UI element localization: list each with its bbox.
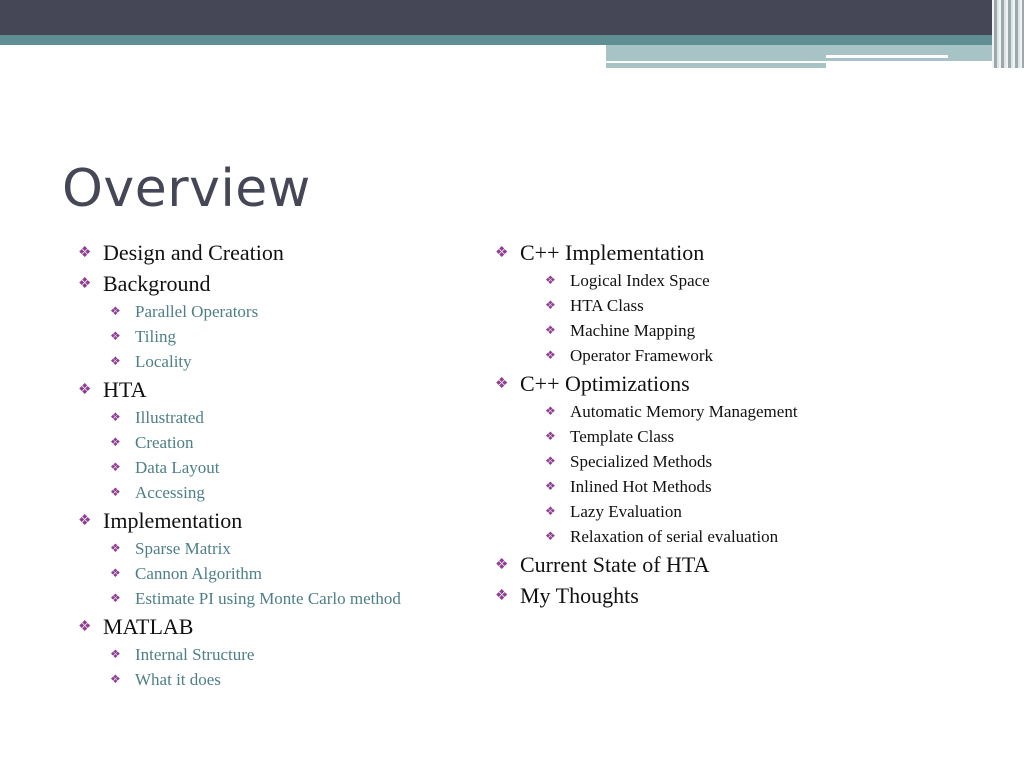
sub-bullet-label: Creation [135, 432, 194, 452]
diamond-bullet-icon: ❖ [495, 245, 509, 261]
sub-bullet-item-cannon-algorithm [110, 561, 401, 586]
bullet-item-implementation [78, 505, 401, 536]
diamond-bullet-icon: ❖ [545, 529, 556, 543]
bullet-label: Current State of HTA [520, 551, 710, 577]
bullet-item-background [78, 268, 401, 299]
diamond-bullet-icon: ❖ [110, 566, 121, 580]
diamond-bullet-icon: ❖ [110, 410, 121, 424]
sub-bullet-item-relaxation-of-serial-evaluation [545, 524, 798, 549]
sub-bullet-label: Specialized Methods [570, 451, 713, 471]
sub-bullet-item-illustrated [110, 405, 401, 430]
header-accent-thin [606, 63, 826, 68]
sub-bullet-label: Estimate PI using Monte Carlo method [135, 588, 401, 608]
diamond-bullet-icon: ❖ [545, 454, 556, 468]
diamond-bullet-icon: ❖ [110, 485, 121, 499]
header-band-teal [0, 35, 1024, 45]
sub-bullet-label: Inlined Hot Methods [570, 476, 712, 496]
diamond-bullet-icon: ❖ [545, 479, 556, 493]
sub-bullet-item-sparse-matrix [110, 536, 401, 561]
diamond-bullet-icon: ❖ [110, 329, 121, 343]
sub-bullet-item-operator-framework [545, 343, 798, 368]
sub-bullet-label: Logical Index Space [570, 270, 710, 290]
sub-bullet-item-lazy-evaluation [545, 499, 798, 524]
diamond-bullet-icon: ❖ [110, 672, 121, 686]
bullet-label: C++ Implementation [520, 239, 705, 265]
sub-bullet-label: Sparse Matrix [135, 538, 231, 558]
sub-bullet-label: Relaxation of serial evaluation [570, 526, 779, 546]
header-stripes [992, 0, 1024, 68]
sub-bullet-label: Locality [135, 351, 192, 371]
sub-bullet-label: Template Class [570, 426, 675, 446]
diamond-bullet-icon: ❖ [78, 276, 92, 292]
sub-bullet-item-parallel-operators [110, 299, 401, 324]
sub-bullet-label: Tiling [135, 326, 176, 346]
sub-bullet-item-internal-structure [110, 642, 401, 667]
sub-bullet-item-hta-class [545, 293, 798, 318]
diamond-bullet-icon: ❖ [545, 429, 556, 443]
bullet-label: MATLAB [103, 613, 194, 639]
diamond-bullet-icon: ❖ [110, 647, 121, 661]
sub-bullet-item-what-it-does [110, 667, 401, 692]
bullet-label: My Thoughts [520, 582, 639, 608]
sub-bullet-item-estimate-pi-using-monte-carlo-method [110, 586, 401, 611]
sub-bullet-item-locality [110, 349, 401, 374]
sub-bullet-label: Illustrated [135, 407, 204, 427]
diamond-bullet-icon: ❖ [545, 323, 556, 337]
slide-title: Overview [62, 159, 311, 219]
diamond-bullet-icon: ❖ [110, 591, 121, 605]
sub-bullet-item-machine-mapping [545, 318, 798, 343]
bullet-item-matlab [78, 611, 401, 642]
sub-bullet-item-logical-index-space [545, 268, 798, 293]
sub-bullet-label: Parallel Operators [135, 301, 259, 321]
diamond-bullet-icon: ❖ [110, 354, 121, 368]
diamond-bullet-icon: ❖ [78, 382, 92, 398]
diamond-bullet-icon: ❖ [110, 435, 121, 449]
bullet-item-my-thoughts [495, 580, 798, 611]
sub-bullet-label: Automatic Memory Management [570, 401, 798, 421]
diamond-bullet-icon: ❖ [545, 273, 556, 287]
bullet-item-hta [78, 374, 401, 405]
sub-bullet-label: HTA Class [570, 295, 644, 315]
sub-bullet-item-template-class [545, 424, 798, 449]
diamond-bullet-icon: ❖ [545, 348, 556, 362]
bullet-label: Background [103, 270, 211, 296]
diamond-bullet-icon: ❖ [110, 541, 121, 555]
bullet-item-current-state-of-hta [495, 549, 798, 580]
bullet-label: C++ Optimizations [520, 370, 690, 396]
sub-bullet-item-accessing [110, 480, 401, 505]
diamond-bullet-icon: ❖ [78, 619, 92, 635]
sub-bullet-label: Accessing [135, 482, 205, 502]
diamond-bullet-icon: ❖ [545, 298, 556, 312]
diamond-bullet-icon: ❖ [78, 513, 92, 529]
header-band-dark [0, 0, 1024, 35]
sub-bullet-label: Lazy Evaluation [570, 501, 682, 521]
header-accent-line [826, 55, 948, 58]
bullet-item-c-optimizations [495, 368, 798, 399]
left-bullet-column [78, 237, 401, 692]
header-accent-light [606, 45, 1024, 61]
diamond-bullet-icon: ❖ [495, 557, 509, 573]
bullet-label: Implementation [103, 507, 243, 533]
bullet-item-design-and-creation [78, 237, 401, 268]
sub-bullet-item-creation [110, 430, 401, 455]
diamond-bullet-icon: ❖ [78, 245, 92, 261]
sub-bullet-label: Machine Mapping [570, 320, 696, 340]
right-bullet-column [495, 237, 798, 611]
sub-bullet-item-specialized-methods [545, 449, 798, 474]
diamond-bullet-icon: ❖ [495, 588, 509, 604]
diamond-bullet-icon: ❖ [545, 404, 556, 418]
sub-bullet-label: Operator Framework [570, 345, 714, 365]
sub-bullet-item-automatic-memory-management [545, 399, 798, 424]
sub-bullet-item-inlined-hot-methods [545, 474, 798, 499]
sub-bullet-item-data-layout [110, 455, 401, 480]
diamond-bullet-icon: ❖ [110, 304, 121, 318]
diamond-bullet-icon: ❖ [495, 376, 509, 392]
diamond-bullet-icon: ❖ [110, 460, 121, 474]
bullet-label: HTA [103, 376, 147, 402]
sub-bullet-label: Internal Structure [135, 644, 255, 664]
bullet-item-c-implementation [495, 237, 798, 268]
bullet-label: Design and Creation [103, 239, 284, 265]
sub-bullet-label: Data Layout [135, 457, 220, 477]
sub-bullet-label: What it does [135, 669, 221, 689]
sub-bullet-label: Cannon Algorithm [135, 563, 263, 583]
diamond-bullet-icon: ❖ [545, 504, 556, 518]
sub-bullet-item-tiling [110, 324, 401, 349]
